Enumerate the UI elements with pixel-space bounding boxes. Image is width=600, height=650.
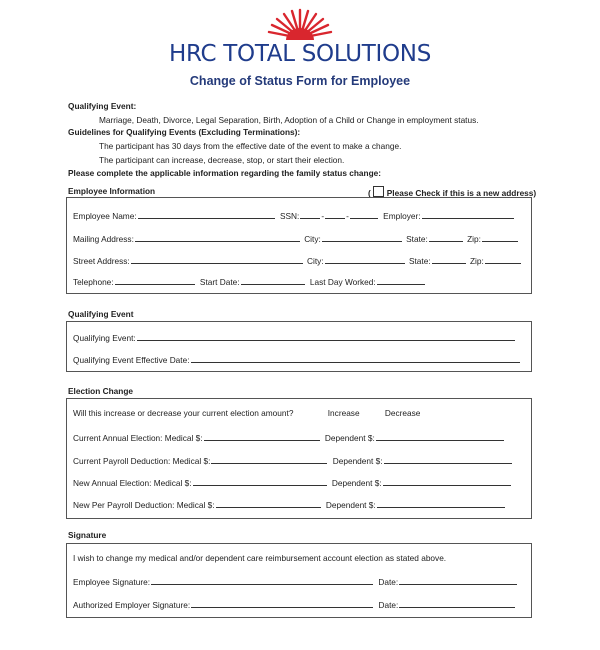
mailing-zip-field[interactable] (482, 232, 518, 242)
sunburst-logo-icon (265, 8, 335, 42)
qualifying-date-row (73, 353, 521, 366)
form-title: Change of Status Form for Employee (189, 74, 411, 88)
signature-title: Signature (68, 530, 107, 540)
telephone-label: Telephone: (73, 277, 114, 287)
ssn-part-2[interactable] (325, 209, 345, 219)
ssn-label: SSN: (279, 211, 300, 221)
employee-date-field[interactable] (399, 575, 517, 585)
instruction-text: Please complete the applicable information regarding the family status change: (68, 168, 382, 178)
telephone-field[interactable] (115, 275, 195, 285)
election-row (73, 454, 513, 467)
employee-row-4 (73, 275, 426, 288)
employee-info-box (66, 197, 532, 294)
qualifying-event-box (66, 321, 532, 372)
employee-name-field[interactable] (138, 209, 275, 219)
mailing-state-field[interactable] (429, 232, 463, 242)
current-annual-dependent-label: Dependent $: (324, 433, 375, 443)
employer-field[interactable] (422, 209, 514, 219)
election-row (73, 476, 512, 489)
decrease-option[interactable]: Decrease (384, 408, 421, 418)
new-payroll-medical-field[interactable] (216, 498, 321, 508)
employer-signature-row (73, 598, 516, 611)
current-annual-label: Current Annual Election: Medical $: (73, 433, 203, 443)
street-zip-field[interactable] (485, 254, 521, 264)
employee-row-1 (73, 209, 515, 222)
election-row (73, 498, 506, 511)
current-payroll-dependent-label: Dependent $: (332, 456, 383, 466)
election-row (73, 431, 505, 444)
mailing-address-label: Mailing Address: (73, 234, 134, 244)
ssn-dash-2: - (346, 211, 349, 221)
employee-signature-field[interactable] (151, 575, 373, 585)
qualifying-event-label: Qualifying Event: (68, 101, 137, 111)
qualifying-event-field[interactable] (137, 331, 515, 341)
street-zip-label: Zip: (469, 256, 484, 266)
election-question-row (73, 408, 420, 419)
qualifying-event-text: Marriage, Death, Divorce, Legal Separation, Birth, Adoption of a Child or Change in employment status. (99, 115, 479, 125)
new-address-label: Please Check if this is a new address) (386, 188, 537, 198)
employee-name-label: Employee Name: (73, 211, 137, 221)
mailing-zip-label: Zip: (467, 234, 481, 244)
street-address-label: Street Address: (73, 256, 130, 266)
street-city-label: City: (307, 256, 324, 266)
current-payroll-medical-field[interactable] (211, 454, 327, 464)
start-date-label: Start Date: (199, 277, 240, 287)
new-payroll-label: New Per Payroll Deduction: Medical $: (73, 500, 215, 510)
check-open-paren: ( (368, 188, 371, 198)
employee-info-title: Employee Information (68, 186, 156, 196)
guideline-1: The participant has 30 days from the effective date of the event to make a change. (99, 141, 402, 151)
current-annual-medical-field[interactable] (204, 431, 320, 441)
employer-label: Employer: (383, 211, 421, 221)
start-date-field[interactable] (241, 275, 305, 285)
new-address-checkbox[interactable] (373, 186, 384, 197)
new-annual-dependent-field[interactable] (383, 476, 511, 486)
street-state-field[interactable] (432, 254, 466, 264)
new-annual-dependent-label: Dependent $: (331, 478, 382, 488)
employer-signature-label: Authorized Employer Signature: (73, 600, 191, 610)
employee-signature-label: Employee Signature: (73, 577, 151, 587)
current-payroll-label: Current Payroll Deduction: Medical $: (73, 456, 211, 466)
qualifying-event-field-label: Qualifying Event: (73, 333, 136, 343)
employee-row-3 (73, 254, 522, 267)
street-state-label: State: (408, 256, 431, 266)
last-day-label: Last Day Worked: (309, 277, 376, 287)
signature-statement: I wish to change my medical and/or dependent care reimbursement account election as stated above. (73, 553, 447, 563)
qualifying-event-title: Qualifying Event (68, 309, 134, 319)
employer-signature-field[interactable] (191, 598, 373, 608)
mailing-address-field[interactable] (135, 232, 300, 242)
guidelines-label: Guidelines for Qualifying Events (Excluding Terminations): (68, 127, 301, 137)
election-change-title: Election Change (68, 386, 134, 396)
election-question: Will this increase or decrease your current election amount? (73, 408, 294, 418)
company-logo (0, 8, 600, 66)
mailing-city-label: City: (304, 234, 321, 244)
ssn-part-3[interactable] (350, 209, 378, 219)
street-address-field[interactable] (131, 254, 303, 264)
mailing-city-field[interactable] (322, 232, 402, 242)
mailing-state-label: State: (406, 234, 428, 244)
effective-date-field[interactable] (191, 353, 520, 363)
employee-date-label: Date: (378, 577, 399, 587)
street-city-field[interactable] (325, 254, 405, 264)
election-change-box (66, 398, 532, 519)
last-day-field[interactable] (377, 275, 425, 285)
effective-date-label: Qualifying Event Effective Date: (73, 355, 190, 365)
ssn-dash-1: - (321, 211, 325, 221)
company-name: HRC TOTAL SOLUTIONS (168, 41, 432, 67)
ssn-part-1[interactable] (300, 209, 320, 219)
signature-box (66, 543, 532, 618)
new-annual-medical-field[interactable] (193, 476, 327, 486)
employee-row-2 (73, 232, 519, 245)
new-payroll-dependent-field[interactable] (377, 498, 505, 508)
increase-option[interactable]: Increase (327, 408, 360, 418)
current-payroll-dependent-field[interactable] (384, 454, 512, 464)
new-annual-label: New Annual Election: Medical $: (73, 478, 192, 488)
employee-signature-row (73, 575, 518, 588)
guideline-2: The participant can increase, decrease, stop, or start their election. (99, 155, 345, 165)
employer-date-field[interactable] (399, 598, 515, 608)
new-payroll-dependent-label: Dependent $: (325, 500, 376, 510)
current-annual-dependent-field[interactable] (376, 431, 504, 441)
employer-date-label: Date: (378, 600, 399, 610)
qualifying-event-row (73, 331, 516, 344)
